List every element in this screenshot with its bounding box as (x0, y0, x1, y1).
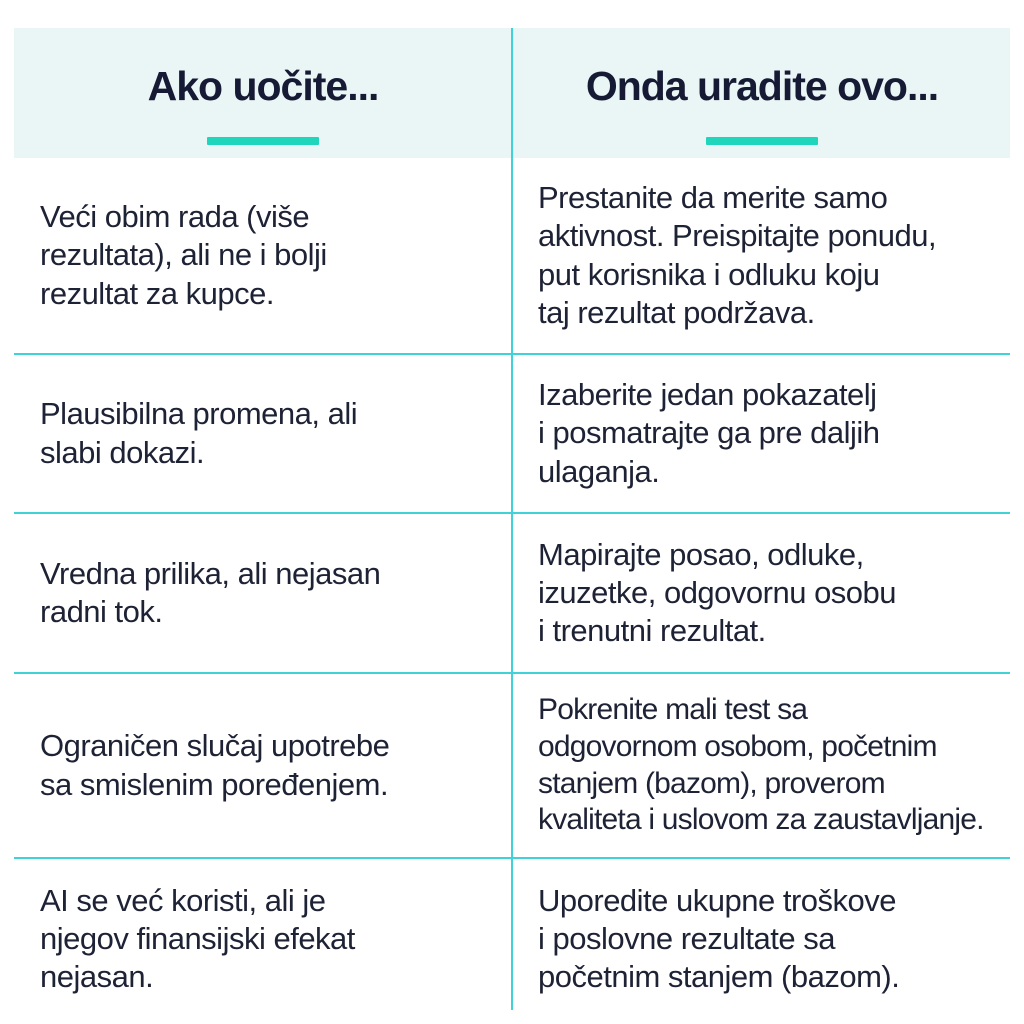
header-title-then: Onda uradite ovo... (585, 63, 939, 109)
table-row-3-then (538, 514, 1008, 672)
header-title-if: Ako uočite... (147, 63, 379, 109)
header-underline-if (207, 137, 319, 145)
header-cell-then (514, 28, 1010, 158)
table-row-2-then (538, 355, 1008, 512)
row-3-if-text: Vredna prilika, ali nejasan radni tok. (40, 555, 381, 629)
table-row-5-if (40, 859, 495, 1019)
table-row-3-if (40, 514, 495, 672)
row-1-then-text: Prestanite da merite samo aktivnost. Preispitajte ponudu, put korisnika i odluku koju taj rezultat podržava. (538, 180, 937, 330)
table-row-4-then (538, 674, 1008, 857)
row-3-then-text: Mapirajte posao, odluke, izuzetke, odgovornu osobu i trenutni rezultat. (538, 536, 897, 649)
row-4-then-text: Pokrenite mali test sa odgovornom osobom, početnim stanjem (bazom), proverom kvaliteta i uslovom za zaustavljanje. (538, 692, 984, 837)
row-5-then-text: Uporedite ukupne troškove i poslovne rezultate sa početnim stanjem (bazom). (538, 882, 900, 995)
table-row-5-then (538, 859, 1008, 1019)
header-underline-then (706, 137, 818, 145)
table-row-1-then (538, 158, 1008, 353)
table-row-2-if (40, 355, 495, 512)
row-5-if-text: AI se već koristi, ali je njegov finansijski efekat nejasan. (40, 882, 355, 995)
table-row-4-if (40, 674, 495, 857)
header-cell-if (14, 28, 512, 158)
table-row-1-if (40, 158, 495, 353)
row-4-if-text: Ograničen slučaj upotrebe sa smislenim poređenjem. (40, 728, 390, 802)
row-1-if-text: Veći obim rada (više rezultata), ali ne i bolji rezultat za kupce. (40, 199, 327, 311)
row-2-if-text: Plausibilna promena, ali slabi dokazi. (40, 396, 358, 470)
row-2-then-text: Izaberite jedan pokazatelj i posmatrajte ga pre daljih ulaganja. (538, 377, 880, 489)
column-divider (511, 28, 513, 1010)
